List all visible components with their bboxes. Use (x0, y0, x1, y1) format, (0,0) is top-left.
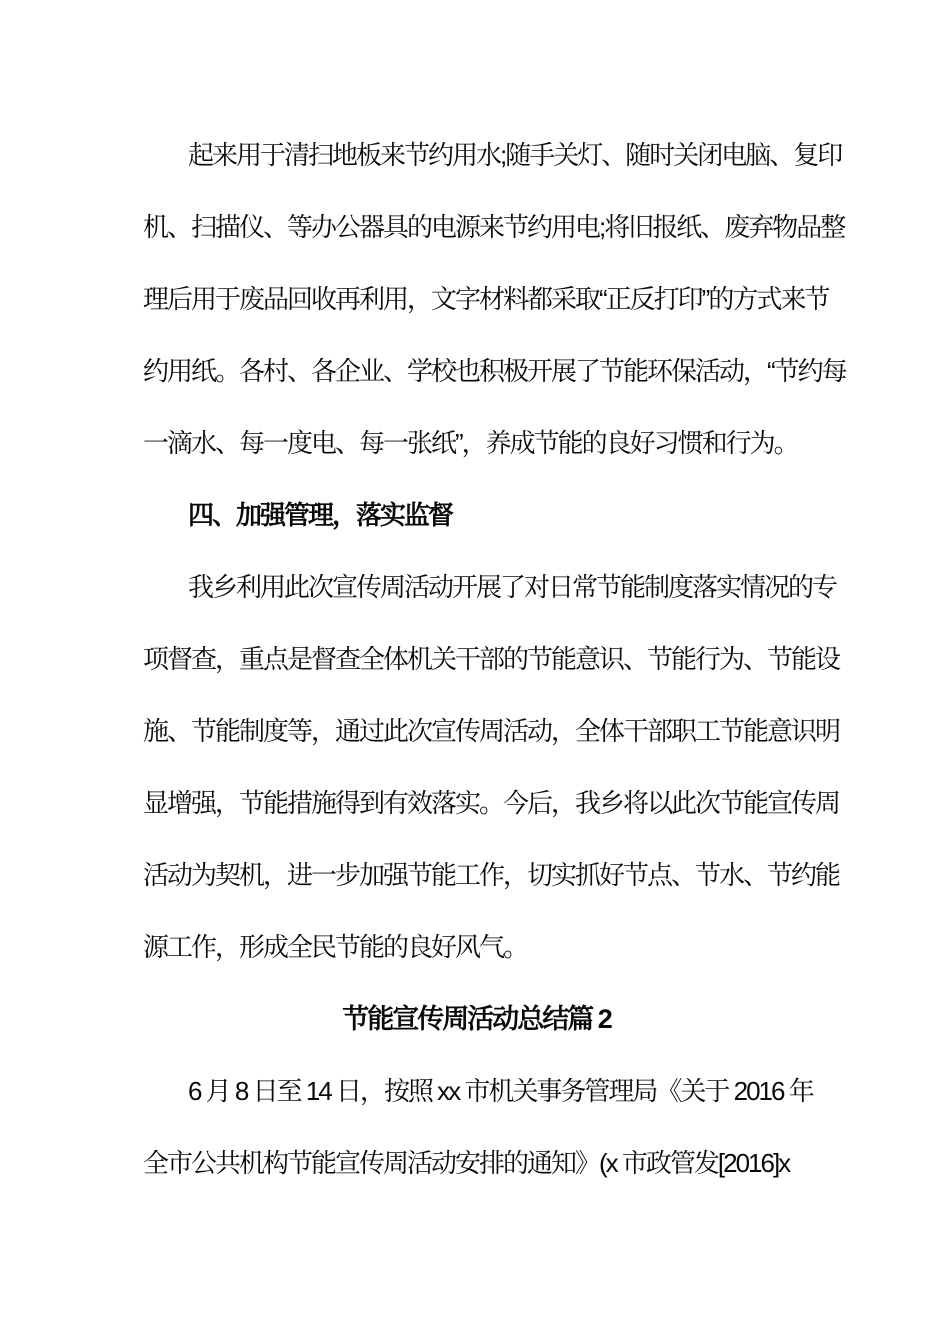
document-line: 起来用于清扫地板来节约用水;随手关灯、随时关闭电脑、复印 (188, 140, 842, 170)
document-line: 全市公共机构节能宣传周活动安排的通知》(x 市政管发[2016]x (143, 1148, 790, 1178)
document-line: 6 月 8 日至 14 日，按照 xx 市机关事务管理局《关于 2016 年 (188, 1076, 813, 1106)
document-line: 我乡利用此次宣传周活动开展了对日常节能制度落实情况的专 (188, 572, 837, 602)
document-line: 机、扫描仪、等办公器具的电源来节约用电;将旧报纸、废弃物品整 (143, 212, 845, 242)
document-line: 约用纸。各村、各企业、学校也积极开展了节能环保活动，“节约每 (143, 356, 846, 386)
document-line: 施、节能制度等，通过此次宣传周活动，全体干部职工节能意识明 (143, 716, 840, 746)
document-title: 节能宣传周活动总结篇 2 (342, 1004, 611, 1034)
document-line: 理后用于废品回收再利用，文字材料都采取“正反打印”的方式来节 (143, 284, 829, 314)
document-line: 活动为契机，进一步加强节能工作，切实抓好节点、节水、节约能 (143, 860, 840, 890)
section-heading: 四、加强管理，落实监督 (188, 500, 453, 530)
document-line: 显增强，节能措施得到有效落实。今后，我乡将以此次节能宣传周 (143, 788, 840, 818)
document-line: 源工作，形成全民节能的良好风气。 (143, 932, 528, 962)
document-line: 项督查，重点是督查全体机关干部的节能意识、节能行为、节能设 (143, 644, 840, 674)
document-line: 一滴水、每一度电、每一张纸”，养成节能的良好习惯和行为。 (143, 428, 798, 458)
